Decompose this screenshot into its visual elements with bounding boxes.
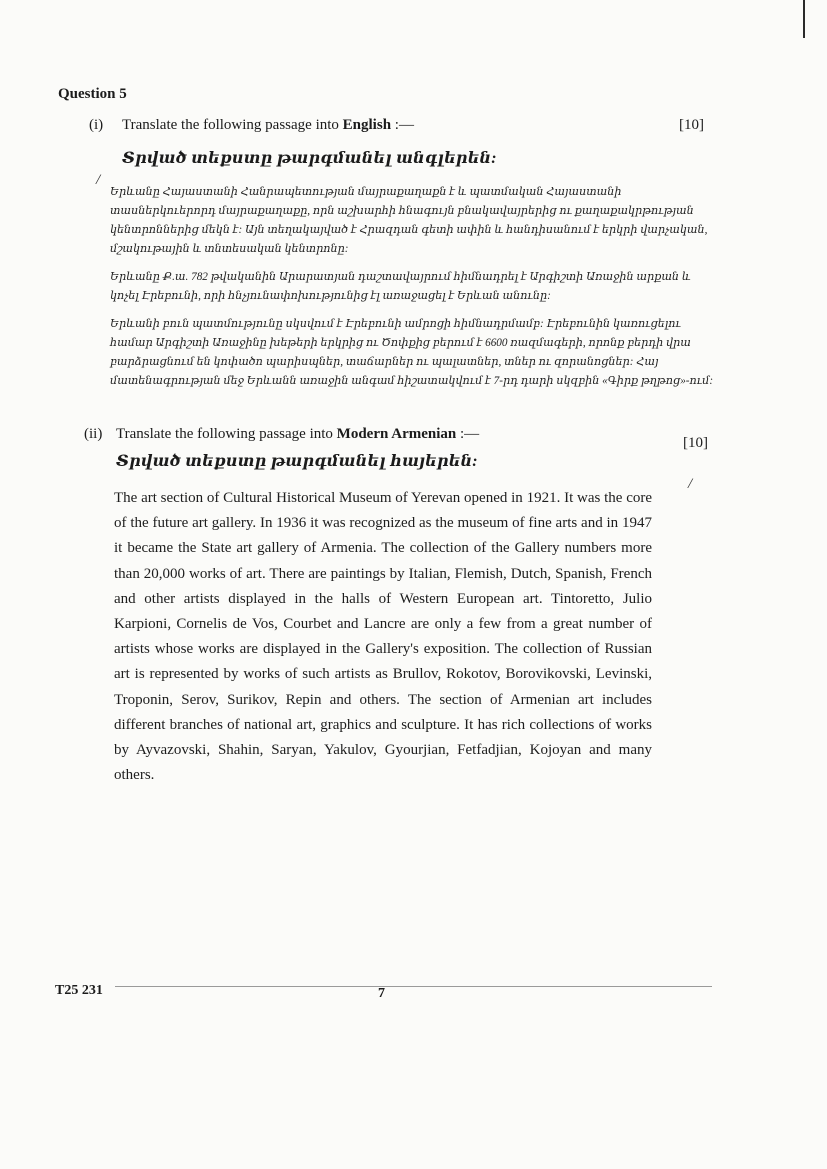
page-number: 7 bbox=[378, 986, 385, 1001]
page-edge-mark bbox=[803, 0, 805, 38]
part-i-instruction-suffix: :— bbox=[391, 117, 414, 133]
question-title: Question 5 bbox=[58, 86, 127, 102]
part-ii-marker: (ii) bbox=[84, 426, 103, 442]
exam-code: T25 231 bbox=[55, 983, 103, 998]
part-i-armenian-instruction: Տրված տեքստը թարգմանել անգլերեն: bbox=[122, 150, 497, 167]
footer-divider bbox=[115, 986, 712, 987]
part-ii-marks: [10] bbox=[683, 435, 708, 451]
english-passage: The art section of Cultural Historical Museum of Yerevan opened in 1921. It was the core of the future art gallery. In 1936 it was recognized as the museum of fine arts and in 1947 it became the State art gallery of Armenia. The collection of the Gallery numbers more than 20,000 works of art. There are paintings by Italian, Flemish, Dutch, Spanish, French and other artists displayed in the halls of Western European art. Tintoretto, Julio Karpioni, Cornelis de Vos, Courbet and Lancre are only a few from a great number of artists whose works are displayed in the Gallery's exposition. The collection of Russian art is represented by works of such artists as Brullov, Rokotov, Borovikovski, Levinski, Troponin, Serov, Surikov, Repin and others. The section of Armenian art includes different branches of national art, graphics and sculpture. It has rich collections of works by Ayvazovski, Shahin, Saryan, Yakulov, Gyourjian, Fetfadjian, Kojoyan and many others. bbox=[114, 490, 652, 784]
part-i-marker: (i) bbox=[89, 117, 104, 133]
armenian-paragraph-1: Երևանը Հայաստանի Հանրապետության մայրաքաղաքն է և պատմական Հայաստանի տասներկուերորդ մայրաքաղաքը, որն աշխարհի հնագույն բնակավայրերից ու քաղաքակրթության կենտրոններից մեկն է: Այն տեղակայված է Հրազդան գետի ափին և հանդիսանում է երկրի վարչական, մշակութային և տնտեսական կենտրոնը: bbox=[110, 186, 708, 255]
armenian-passage bbox=[110, 183, 714, 400]
armenian-paragraph-2: Երևանը Ք.ա. 782 թվականին Արարատյան դաշտավայրում հիմնադրել է Արգիշտի Առաջին արքան և կոչել Էրեբունի, որի հնչյունափոխությունից էլ առաջացել է Երևան անունը: bbox=[110, 271, 691, 302]
part-i-instruction-prefix: Translate the following passage into bbox=[122, 117, 343, 133]
armenian-paragraph-3: Երևանի բուն պատմությունը սկսվում է Էրեբունի ամրոցի հիմնադրմամբ: Էրեբունին կառուցելու համար Արգիշտի Առաջինը խեթերի երկրից ու Ծոփքից բերում է 6600 ռազմագերի, որոնք բերդի վրա բարձրացնում են կոփածո պարիսպներ, տաճարներ ու պալատներ, տներ ու զորանոցներ: Հայ մատենագրության մեջ Երևանն առաջին անգամ հիշատակվում է 7-րդ դարի սկզբին «Գիրք թղթոց»-ում: bbox=[110, 318, 714, 387]
margin-tick-mark-2: / bbox=[688, 476, 693, 492]
margin-tick-mark: / bbox=[96, 172, 101, 188]
part-ii-instruction bbox=[116, 426, 479, 443]
part-ii-instruction-suffix: :— bbox=[456, 426, 480, 442]
part-ii-instruction-prefix: Translate the following passage into bbox=[116, 426, 337, 442]
part-i-marks: [10] bbox=[679, 117, 704, 133]
part-i-instruction bbox=[122, 117, 414, 134]
part-ii-language: Modern Armenian bbox=[336, 426, 457, 442]
part-i-language: English bbox=[342, 117, 392, 133]
part-ii-armenian-instruction: Տրված տեքստը թարգմանել հայերեն: bbox=[116, 453, 478, 470]
